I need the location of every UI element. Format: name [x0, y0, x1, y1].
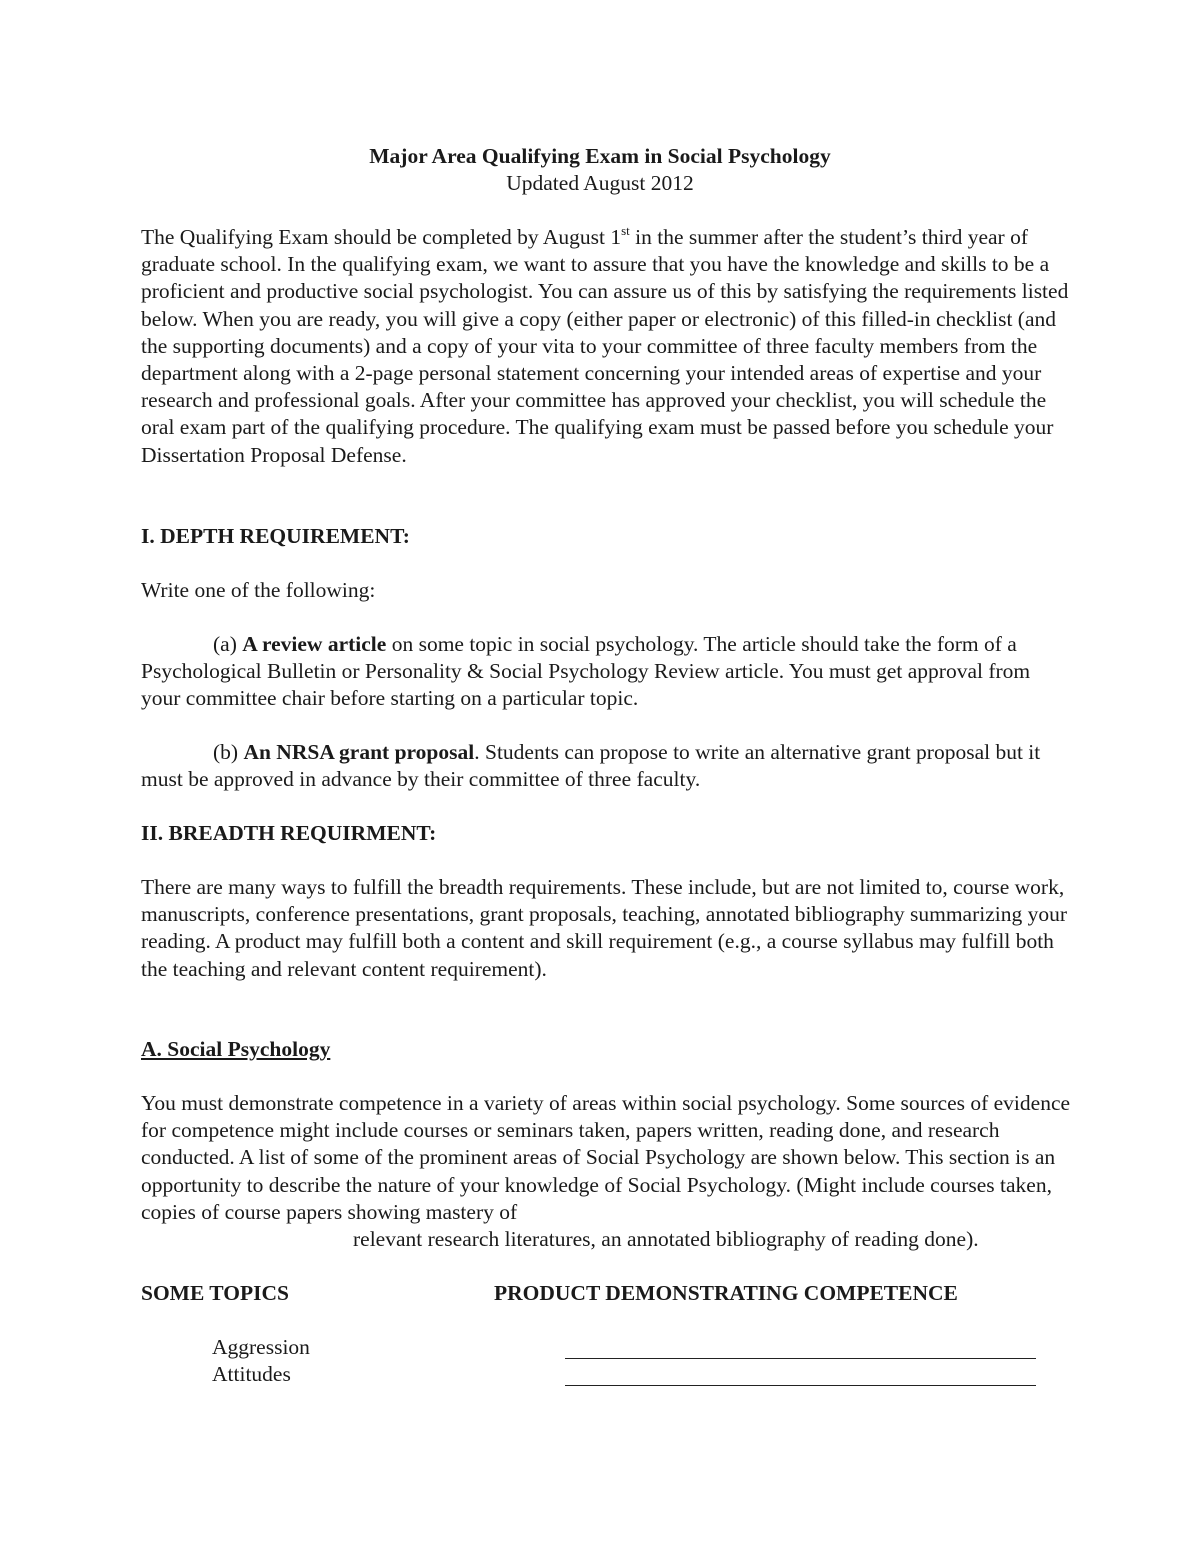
intro-text-start: The Qualifying Exam should be completed by August 1: [141, 225, 622, 249]
depth-requirement-heading: I. DEPTH REQUIREMENT:: [141, 524, 410, 548]
social-psychology-text-continued: relevant research literatures, an annotated bibliography of reading done).: [353, 1227, 979, 1252]
breadth-paragraph: There are many ways to fulfill the breadth requirements. These include, but are not limited to, course work, manuscripts, conference presentations, grant proposals, teaching, annotated bibliography summarizing your reading. A product may fulfill both a content and skill requirement (e.g., a course syllabus may fulfill both the teaching and relevant content requirement).: [141, 875, 1068, 981]
social-psychology-heading-text: A. Social Psychology: [141, 1037, 331, 1061]
attitudes-product-blank[interactable]: [565, 1385, 1036, 1386]
aggression-product-blank[interactable]: [565, 1358, 1036, 1359]
updated-date: Updated August 2012: [506, 171, 694, 195]
topic-attitudes: Attitudes: [212, 1362, 291, 1386]
option-b-prefix: (b): [213, 740, 244, 764]
document-title: Major Area Qualifying Exam in Social Psychology: [369, 144, 831, 168]
product-column-header: PRODUCT DEMONSTRATING COMPETENCE: [494, 1281, 958, 1305]
option-b-bold: An NRSA grant proposal: [243, 740, 475, 764]
social-psychology-heading: [141, 1036, 1071, 1063]
social-psychology-paragraph: [141, 1090, 1071, 1253]
intro-superscript: st: [621, 223, 630, 238]
topics-column-header: SOME TOPICS: [141, 1281, 289, 1305]
option-a-bold: A review article: [242, 632, 387, 656]
breadth-requirement-heading: II. BREADTH REQUIRMENT:: [141, 821, 437, 845]
intro-text-rest: in the summer after the student’s third year of graduate school. In the qualifying exam, we want to assure that you have the knowledge and skills to be a proficient and productive social psychologist. You can assure us of this by satisfying the requirements listed below. When you are ready, you will give a copy (either paper or electronic) of this filled-in checklist (and the supporting documents) and a copy of your vita to your committee of three faculty members from the department along with a 2-page personal statement concerning your intended areas of expertise and your research and professional goals. After your committee has approved your checklist, you will schedule the oral exam part of the qualifying procedure. The qualifying exam must be passed before you schedule your Dissertation Proposal Defense.: [141, 225, 1069, 467]
depth-lead: Write one of the following:: [141, 578, 376, 602]
option-b-text: . Students can propose to write an alternative grant proposal but it must be approved in advance by their committee of three faculty.: [141, 740, 1041, 792]
option-a-prefix: (a): [213, 632, 243, 656]
social-psychology-text: You must demonstrate competence in a variety of areas within social psychology. Some sources of evidence for competence might include courses or seminars taken, papers written, reading done, and research conducted. A list of some of the prominent areas of Social Psychology are shown below. This section is an opportunity to describe the nature of your knowledge of Social Psychology. (Might include courses taken, copies of course papers showing mastery of: [141, 1091, 1071, 1224]
intro-paragraph: [141, 224, 1071, 469]
option-a-paragraph: [141, 631, 1071, 713]
option-b-paragraph: [141, 739, 1071, 793]
topic-aggression: Aggression: [212, 1335, 310, 1359]
option-a-text: on some topic in social psychology. The article should take the form of a Psychological Bulletin or Personality & Social Psychology Review article. You must get approval from your committee chair before starting on a particular topic.: [141, 632, 1031, 711]
